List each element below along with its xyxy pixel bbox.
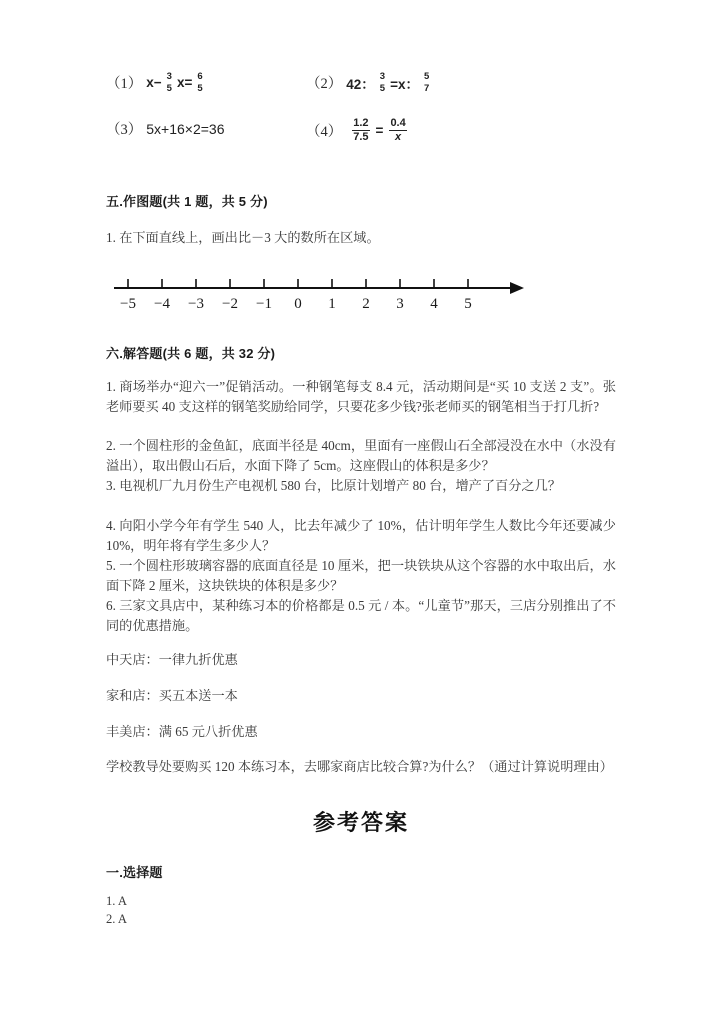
equation-4-fraction-1	[352, 118, 369, 143]
section-five-question-1: 1. 在下面直线上，画出比－3 大的数所在区域。	[106, 230, 380, 245]
shop-offer-fengmei: 丰美店：满 65 元八折优惠	[106, 724, 258, 739]
fraction-denominator: x	[395, 131, 402, 143]
shop-offer-jiahe: 家和店：买五本送一本	[106, 688, 238, 703]
equation-2-expression	[346, 72, 434, 93]
section-six-question-6: 6. 三家文具店中，某种练习本的价格都是 0.5 元 / 本。“儿童节”那天，三店分别推出了不同的优惠措施。	[106, 598, 616, 633]
number-line-label: 1	[328, 296, 336, 312]
number-line-ticks	[128, 279, 468, 288]
equation-row-1	[106, 72, 616, 118]
number-line-label: −4	[154, 296, 170, 312]
fraction-denominator: 7	[423, 82, 430, 94]
number-line-label: 2	[362, 296, 370, 312]
section-six-question-3: 3. 电视机厂九月份生产电视机 580 台，比原计划增产 80 台，增产了百分之几？	[106, 478, 561, 493]
answer-item-1: 1. A	[106, 894, 127, 908]
answers-section-heading-one: 一.选择题	[106, 865, 163, 880]
fraction-denominator: 5	[379, 82, 386, 94]
number-line-arrow-icon	[510, 282, 524, 294]
equation-2-fraction-1	[379, 72, 386, 93]
equation-4-label: （4）	[306, 124, 343, 140]
answers-list	[106, 893, 616, 928]
answers-title: 参考答案	[312, 810, 409, 835]
equation-2-lead: 42：	[346, 76, 375, 92]
equation-4-expression	[346, 118, 412, 143]
fraction-numerator: 5	[423, 71, 430, 82]
equation-3-expression: 5x+16×2=36	[146, 120, 225, 137]
equation-1-fraction-2	[196, 72, 203, 93]
fraction-denominator: 5	[197, 82, 203, 94]
number-line-labels	[120, 296, 472, 312]
number-line-label: 0	[294, 296, 302, 312]
equation-item-1	[106, 72, 306, 93]
equation-block	[106, 72, 616, 164]
answer-item-2: 2. A	[106, 911, 127, 926]
section-six-closing-question: 学校教导处要购买 120 本练习本，去哪家商店比较合算?为什么？（通过计算说明理由）	[106, 759, 613, 774]
section-six-question-4: 4. 向阳小学今年有学生 540 人，比去年减少了 10%，估计明年学生人数比今年还要减少 10%，明年将有学生多少人？	[106, 518, 616, 553]
equation-1-expression	[146, 72, 207, 93]
equation-item-3	[106, 118, 306, 139]
fraction-numerator: 1.2	[353, 117, 369, 129]
equation-4-equals: =	[375, 123, 384, 138]
equation-2-middle: =x：	[390, 76, 419, 92]
section-heading-five: 五.作图题(共 1 题，共 5 分)	[106, 194, 268, 209]
fraction-numerator: 0.4	[390, 117, 406, 129]
section-heading-six: 六.解答题(共 6 题，共 32 分)	[106, 346, 276, 361]
equation-1-middle: x=	[176, 75, 193, 90]
number-line-label: 3	[396, 296, 404, 312]
number-line-label: 5	[464, 296, 472, 312]
equation-1-label: （1）	[106, 76, 143, 92]
number-line-label: −5	[120, 296, 136, 312]
equation-2-label: （2）	[306, 76, 343, 92]
section-six-question-5: 5. 一个圆柱形玻璃容器的底面直径是 10 厘米，把一块铁块从这个容器的水中取出后，水面下降 2 厘米，这块铁块的体积是多少？	[106, 558, 616, 593]
number-line-label: −1	[256, 296, 272, 312]
number-line-label: −3	[188, 296, 204, 312]
section-six-question-1: 1. 商场举办“迎六一”促销活动。一种钢笔每支 8.4 元，活动期间是“买 10 支送 2 支”。张老师要买 40 支这样的钢笔奖励给同学，只要花多少钱?张老师买的钢笔相当于打几折?	[106, 379, 616, 414]
fraction-numerator: 6	[197, 71, 203, 82]
equation-4-fraction-2	[389, 118, 406, 143]
number-line-label: 4	[430, 296, 438, 312]
fraction-numerator: 3	[166, 71, 172, 82]
section-six-question-2: 2. 一个圆柱形的金鱼缸，底面半径是 40cm，里面有一座假山石全部浸没在水中（水没有溢出），取出假山石后，水面下降了 5cm。这座假山的体积是多少？	[106, 438, 616, 473]
equation-item-2	[306, 72, 566, 93]
equation-1-lead: x−	[146, 75, 162, 90]
fraction-denominator: 5	[166, 82, 172, 94]
equation-2-fraction-2	[423, 72, 430, 93]
number-line-label: −2	[222, 296, 238, 312]
equation-1-fraction-1	[166, 72, 173, 93]
equation-row-2	[106, 118, 616, 164]
number-line-figure	[106, 268, 616, 318]
fraction-numerator: 3	[379, 71, 386, 82]
number-line-svg	[106, 268, 536, 316]
equation-item-4	[306, 118, 566, 143]
shop-offer-zhongtian: 中天店：一律九折优惠	[106, 652, 238, 667]
fraction-denominator: 7.5	[353, 131, 369, 143]
equation-3-label: （3）	[106, 122, 143, 138]
